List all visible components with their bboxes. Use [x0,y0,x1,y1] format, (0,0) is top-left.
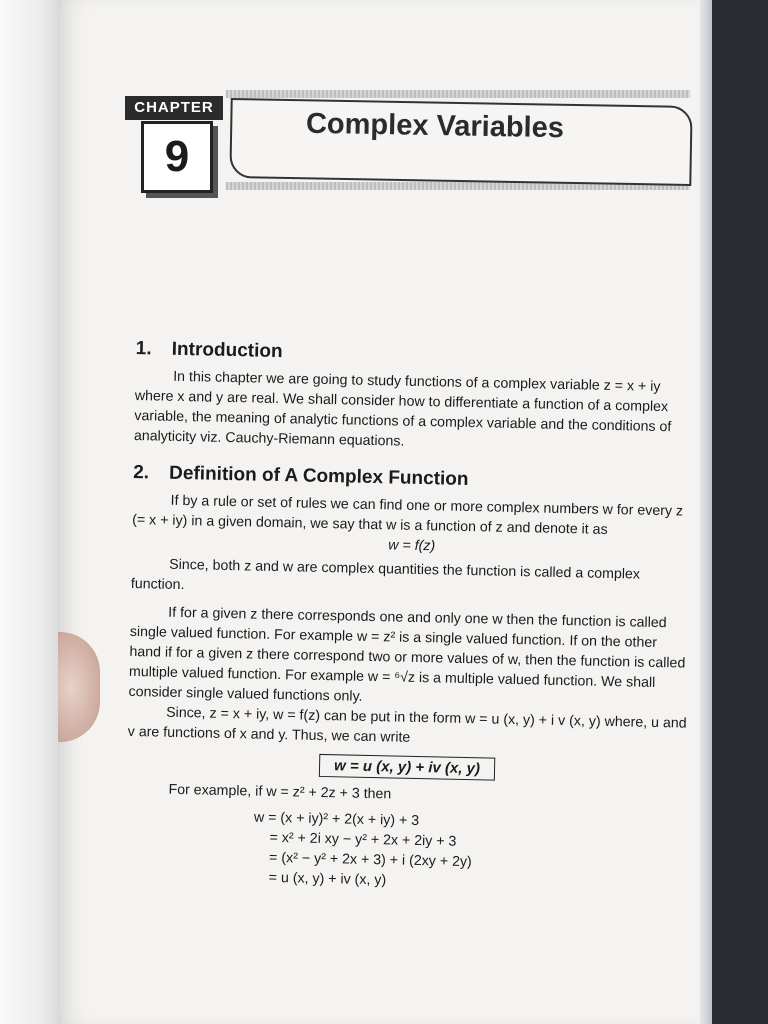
example-step: = (x² − y² + 2x + 3) + i (2xy + 2y) [268,849,472,871]
example-intro: For example, if w = z² + 2z + 3 then [168,781,392,803]
intro-paragraph: In this chapter we are going to study functions of a complex variable z = x + iy where x and y are real. We shall consider how to differentiate a function of a complex variable, the meaning of analytic functions of a complex variable and the conditions of analyticity viz. Cauchy-Riemann equations. [133,368,672,450]
section-title: Introduction [171,338,283,363]
chapter-title: Complex Variables [305,107,565,145]
chapter-number: 9 [141,121,213,193]
definition-paragraph-4: Since, z = x + iy, w = f(z) can be put in the form w = u (x, y) + i v (x, y) where, u and v are functions of x and y. Thus, we can write [127,704,687,746]
section-number: 2. [132,461,150,484]
boxed-equation: w = u (x, y) + iv (x, y) [319,754,495,781]
header-band-top [226,90,690,98]
definition-paragraph-2: Since, both z and w are complex quantities the function is called a complex function. [130,556,641,594]
page-left-edge [0,0,58,1024]
example-step: = x² + 2i xy − y² + 2x + 2iy + 3 [269,829,457,850]
chapter-tag: CHAPTER [125,96,223,120]
example-step: w = (x + iy)² + 2(x + iy) + 3 [253,809,420,830]
section-title: Definition of A Complex Function [168,462,469,490]
equation-w-fz: w = f(z) [388,537,436,555]
page-right-edge [700,0,712,1024]
example-steps [125,805,687,897]
definition-paragraph-1: If by a rule or set of rules we can find one or more complex numbers w for every z (= x + iy) in a given domain, we say that w is a function of z and denote it as [132,492,684,538]
section-number: 1. [135,338,152,360]
example-step: = u (x, y) + iv (x, y) [268,869,387,889]
page-content [125,338,696,897]
definition-paragraph-3: If for a given z there corresponds one and only one w then the function is called single valued function. For example w = z² is a single valued function. If on the other hand if for a given z there correspond two or more values of w, then the function is called multiple valued function. For example w = ⁶√z is a multiple valued function. We shall consider single valued functions only. [128,604,686,705]
